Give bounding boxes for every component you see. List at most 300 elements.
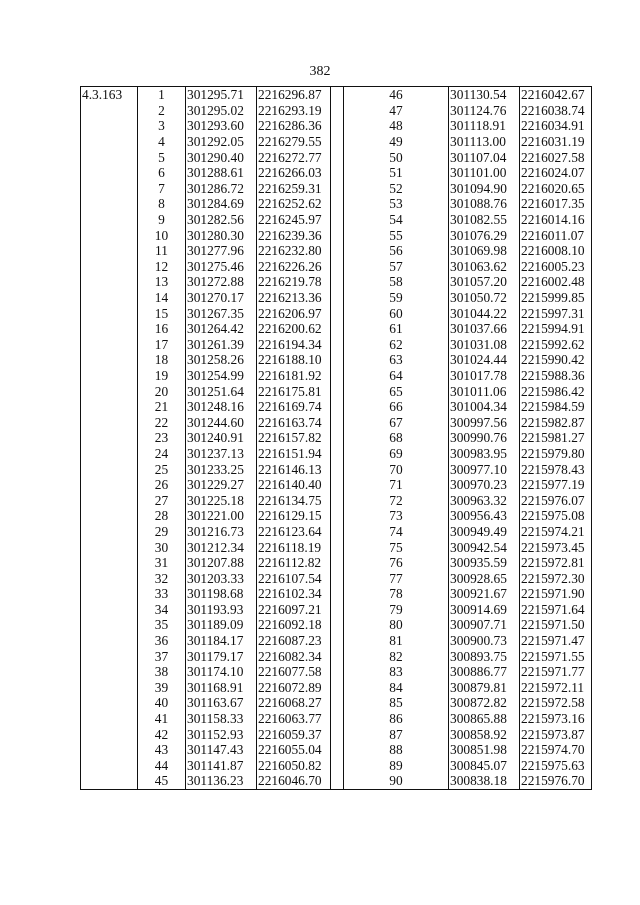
- y-coordinate: 2216059.37: [257, 726, 331, 742]
- spacer-cell: [331, 508, 344, 524]
- section-cell: [81, 524, 138, 540]
- y-coordinate: 2215971.55: [520, 648, 592, 664]
- x-coordinate: 300983.95: [449, 446, 520, 462]
- x-coordinate: 301193.93: [186, 602, 257, 618]
- section-cell: [81, 446, 138, 462]
- point-number: 68: [344, 430, 449, 446]
- x-coordinate: 301076.29: [449, 227, 520, 243]
- point-number: 10: [138, 227, 186, 243]
- point-number: 33: [138, 586, 186, 602]
- y-coordinate: 2216194.34: [257, 337, 331, 353]
- x-coordinate: 301082.55: [449, 212, 520, 228]
- x-coordinate: 301267.35: [186, 305, 257, 321]
- y-coordinate: 2215986.42: [520, 383, 592, 399]
- section-cell: [81, 227, 138, 243]
- y-coordinate: 2216259.31: [257, 181, 331, 197]
- point-number: 39: [138, 680, 186, 696]
- section-cell: [81, 758, 138, 774]
- x-coordinate: 301017.78: [449, 368, 520, 384]
- x-coordinate: 301124.76: [449, 103, 520, 119]
- x-coordinate: 300997.56: [449, 414, 520, 430]
- x-coordinate: 301024.44: [449, 352, 520, 368]
- point-number: 57: [344, 259, 449, 275]
- section-cell: [81, 305, 138, 321]
- section-cell: [81, 243, 138, 259]
- table-row: [81, 399, 592, 415]
- point-number: 18: [138, 352, 186, 368]
- coordinate-table: [80, 86, 592, 790]
- x-coordinate: 301031.08: [449, 337, 520, 353]
- point-number: 40: [138, 695, 186, 711]
- section-cell: [81, 648, 138, 664]
- y-coordinate: 2215971.47: [520, 633, 592, 649]
- y-coordinate: 2216034.91: [520, 118, 592, 134]
- y-coordinate: 2216082.34: [257, 648, 331, 664]
- table-row: [81, 758, 592, 774]
- spacer-cell: [331, 118, 344, 134]
- point-number: 15: [138, 305, 186, 321]
- section-cell: [81, 290, 138, 306]
- point-number: 72: [344, 492, 449, 508]
- x-coordinate: 300893.75: [449, 648, 520, 664]
- section-cell: [81, 539, 138, 555]
- spacer-cell: [331, 648, 344, 664]
- point-number: 55: [344, 227, 449, 243]
- y-coordinate: 2216169.74: [257, 399, 331, 415]
- point-number: 17: [138, 337, 186, 353]
- spacer-cell: [331, 430, 344, 446]
- point-number: 58: [344, 274, 449, 290]
- table-row: [81, 134, 592, 150]
- y-coordinate: 2215971.90: [520, 586, 592, 602]
- section-cell: [81, 711, 138, 727]
- x-coordinate: 301088.76: [449, 196, 520, 212]
- x-coordinate: 301063.62: [449, 259, 520, 275]
- point-number: 63: [344, 352, 449, 368]
- x-coordinate: 301261.39: [186, 337, 257, 353]
- y-coordinate: 2215972.58: [520, 695, 592, 711]
- y-coordinate: 2216134.75: [257, 492, 331, 508]
- table-row: [81, 664, 592, 680]
- y-coordinate: 2216055.04: [257, 742, 331, 758]
- spacer-cell: [331, 664, 344, 680]
- table-row: [81, 103, 592, 119]
- point-number: 62: [344, 337, 449, 353]
- x-coordinate: 301107.04: [449, 149, 520, 165]
- y-coordinate: 2215973.16: [520, 711, 592, 727]
- x-coordinate: 301292.05: [186, 134, 257, 150]
- point-number: 86: [344, 711, 449, 727]
- spacer-cell: [331, 134, 344, 150]
- point-number: 56: [344, 243, 449, 259]
- x-coordinate: 300865.88: [449, 711, 520, 727]
- spacer-cell: [331, 617, 344, 633]
- x-coordinate: 301203.33: [186, 570, 257, 586]
- section-cell: [81, 337, 138, 353]
- table-row: [81, 742, 592, 758]
- section-cell: [81, 555, 138, 571]
- table-row: [81, 430, 592, 446]
- spacer-cell: [331, 383, 344, 399]
- point-number: 61: [344, 321, 449, 337]
- point-number: 38: [138, 664, 186, 680]
- point-number: 78: [344, 586, 449, 602]
- y-coordinate: 2216252.62: [257, 196, 331, 212]
- table-row: [81, 352, 592, 368]
- point-number: 79: [344, 602, 449, 618]
- point-number: 80: [344, 617, 449, 633]
- point-number: 11: [138, 243, 186, 259]
- y-coordinate: 2215994.91: [520, 321, 592, 337]
- y-coordinate: 2216206.97: [257, 305, 331, 321]
- y-coordinate: 2215977.19: [520, 477, 592, 493]
- spacer-cell: [331, 103, 344, 119]
- y-coordinate: 2216002.48: [520, 274, 592, 290]
- point-number: 36: [138, 633, 186, 649]
- spacer-cell: [331, 259, 344, 275]
- x-coordinate: 301207.88: [186, 555, 257, 571]
- y-coordinate: 2216008.10: [520, 243, 592, 259]
- y-coordinate: 2216123.64: [257, 524, 331, 540]
- x-coordinate: 300942.54: [449, 539, 520, 555]
- section-number: 4.3.163: [81, 87, 138, 103]
- x-coordinate: 301295.02: [186, 103, 257, 119]
- y-coordinate: 2216232.80: [257, 243, 331, 259]
- point-number: 2: [138, 103, 186, 119]
- section-cell: [81, 586, 138, 602]
- x-coordinate: 300886.77: [449, 664, 520, 680]
- y-coordinate: 2216068.27: [257, 695, 331, 711]
- y-coordinate: 2216027.58: [520, 149, 592, 165]
- point-number: 41: [138, 711, 186, 727]
- table-row: [81, 118, 592, 134]
- y-coordinate: 2216024.07: [520, 165, 592, 181]
- point-number: 83: [344, 664, 449, 680]
- point-number: 6: [138, 165, 186, 181]
- x-coordinate: 301240.91: [186, 430, 257, 446]
- x-coordinate: 300949.49: [449, 524, 520, 540]
- y-coordinate: 2216011.07: [520, 227, 592, 243]
- x-coordinate: 301216.73: [186, 524, 257, 540]
- point-number: 50: [344, 149, 449, 165]
- point-number: 28: [138, 508, 186, 524]
- y-coordinate: 2216219.78: [257, 274, 331, 290]
- point-number: 42: [138, 726, 186, 742]
- y-coordinate: 2216031.19: [520, 134, 592, 150]
- point-number: 69: [344, 446, 449, 462]
- point-number: 26: [138, 477, 186, 493]
- point-number: 31: [138, 555, 186, 571]
- point-number: 53: [344, 196, 449, 212]
- x-coordinate: 300914.69: [449, 602, 520, 618]
- y-coordinate: 2216296.87: [257, 87, 331, 103]
- table-row: [81, 305, 592, 321]
- x-coordinate: 301290.40: [186, 149, 257, 165]
- section-cell: [81, 664, 138, 680]
- spacer-cell: [331, 524, 344, 540]
- table-row: [81, 586, 592, 602]
- y-coordinate: 2216050.82: [257, 758, 331, 774]
- spacer-cell: [331, 539, 344, 555]
- y-coordinate: 2216017.35: [520, 196, 592, 212]
- point-number: 4: [138, 134, 186, 150]
- point-number: 73: [344, 508, 449, 524]
- table-row: [81, 617, 592, 633]
- table-row: [81, 711, 592, 727]
- table-row: [81, 149, 592, 165]
- section-cell: [81, 259, 138, 275]
- x-coordinate: 300928.65: [449, 570, 520, 586]
- point-number: 77: [344, 570, 449, 586]
- x-coordinate: 301037.66: [449, 321, 520, 337]
- y-coordinate: 2215976.70: [520, 773, 592, 789]
- spacer-cell: [331, 726, 344, 742]
- x-coordinate: 301011.06: [449, 383, 520, 399]
- table-row: [81, 383, 592, 399]
- x-coordinate: 301272.88: [186, 274, 257, 290]
- x-coordinate: 300963.32: [449, 492, 520, 508]
- point-number: 30: [138, 539, 186, 555]
- spacer-cell: [331, 368, 344, 384]
- point-number: 9: [138, 212, 186, 228]
- x-coordinate: 301198.68: [186, 586, 257, 602]
- point-number: 47: [344, 103, 449, 119]
- y-coordinate: 2216014.16: [520, 212, 592, 228]
- y-coordinate: 2216020.65: [520, 181, 592, 197]
- point-number: 16: [138, 321, 186, 337]
- spacer-cell: [331, 181, 344, 197]
- point-number: 20: [138, 383, 186, 399]
- table-row: [81, 290, 592, 306]
- section-cell: [81, 165, 138, 181]
- y-coordinate: 2215979.80: [520, 446, 592, 462]
- y-coordinate: 2215973.87: [520, 726, 592, 742]
- point-number: 21: [138, 399, 186, 415]
- section-cell: [81, 118, 138, 134]
- y-coordinate: 2216005.23: [520, 259, 592, 275]
- y-coordinate: 2216046.70: [257, 773, 331, 789]
- y-coordinate: 2215978.43: [520, 461, 592, 477]
- section-cell: [81, 461, 138, 477]
- table-row: [81, 165, 592, 181]
- table-row: [81, 648, 592, 664]
- spacer-cell: [331, 212, 344, 228]
- point-number: 70: [344, 461, 449, 477]
- spacer-cell: [331, 399, 344, 415]
- section-cell: [81, 492, 138, 508]
- spacer-cell: [331, 87, 344, 103]
- point-number: 52: [344, 181, 449, 197]
- section-cell: [81, 196, 138, 212]
- y-coordinate: 2216072.89: [257, 680, 331, 696]
- section-cell: [81, 321, 138, 337]
- spacer-cell: [331, 352, 344, 368]
- section-cell: [81, 149, 138, 165]
- point-number: 64: [344, 368, 449, 384]
- spacer-cell: [331, 742, 344, 758]
- point-number: 24: [138, 446, 186, 462]
- point-number: 59: [344, 290, 449, 306]
- spacer-cell: [331, 290, 344, 306]
- x-coordinate: 301225.18: [186, 492, 257, 508]
- x-coordinate: 301270.17: [186, 290, 257, 306]
- x-coordinate: 301152.93: [186, 726, 257, 742]
- section-cell: [81, 477, 138, 493]
- point-number: 25: [138, 461, 186, 477]
- y-coordinate: 2215971.64: [520, 602, 592, 618]
- x-coordinate: 301295.71: [186, 87, 257, 103]
- y-coordinate: 2215990.42: [520, 352, 592, 368]
- x-coordinate: 301163.67: [186, 695, 257, 711]
- x-coordinate: 301251.64: [186, 383, 257, 399]
- x-coordinate: 300845.07: [449, 758, 520, 774]
- point-number: 29: [138, 524, 186, 540]
- spacer-cell: [331, 492, 344, 508]
- x-coordinate: 301174.10: [186, 664, 257, 680]
- x-coordinate: 301280.30: [186, 227, 257, 243]
- spacer-cell: [331, 414, 344, 430]
- y-coordinate: 2215981.27: [520, 430, 592, 446]
- y-coordinate: 2215971.77: [520, 664, 592, 680]
- y-coordinate: 2216087.23: [257, 633, 331, 649]
- point-number: 1: [138, 87, 186, 103]
- y-coordinate: 2216146.13: [257, 461, 331, 477]
- point-number: 76: [344, 555, 449, 571]
- x-coordinate: 300977.10: [449, 461, 520, 477]
- x-coordinate: 301057.20: [449, 274, 520, 290]
- point-number: 23: [138, 430, 186, 446]
- table-row: [81, 87, 592, 103]
- y-coordinate: 2216118.19: [257, 539, 331, 555]
- y-coordinate: 2215972.30: [520, 570, 592, 586]
- point-number: 8: [138, 196, 186, 212]
- x-coordinate: 301147.43: [186, 742, 257, 758]
- section-cell: [81, 726, 138, 742]
- spacer-cell: [331, 446, 344, 462]
- x-coordinate: 301044.22: [449, 305, 520, 321]
- y-coordinate: 2216286.36: [257, 118, 331, 134]
- point-number: 90: [344, 773, 449, 789]
- point-number: 60: [344, 305, 449, 321]
- section-cell: [81, 399, 138, 415]
- spacer-cell: [331, 337, 344, 353]
- table-row: [81, 337, 592, 353]
- point-number: 65: [344, 383, 449, 399]
- y-coordinate: 2215988.36: [520, 368, 592, 384]
- y-coordinate: 2216163.74: [257, 414, 331, 430]
- x-coordinate: 300858.92: [449, 726, 520, 742]
- x-coordinate: 301069.98: [449, 243, 520, 259]
- point-number: 37: [138, 648, 186, 664]
- table-row: [81, 773, 592, 789]
- x-coordinate: 301141.87: [186, 758, 257, 774]
- y-coordinate: 2216226.26: [257, 259, 331, 275]
- x-coordinate: 301237.13: [186, 446, 257, 462]
- x-coordinate: 301233.25: [186, 461, 257, 477]
- y-coordinate: 2216092.18: [257, 617, 331, 633]
- table-row: [81, 695, 592, 711]
- point-number: 74: [344, 524, 449, 540]
- y-coordinate: 2216097.21: [257, 602, 331, 618]
- y-coordinate: 2215975.63: [520, 758, 592, 774]
- x-coordinate: 301284.69: [186, 196, 257, 212]
- x-coordinate: 301158.33: [186, 711, 257, 727]
- spacer-cell: [331, 570, 344, 586]
- spacer-cell: [331, 680, 344, 696]
- table-row: [81, 212, 592, 228]
- table-row: [81, 680, 592, 696]
- y-coordinate: 2216213.36: [257, 290, 331, 306]
- y-coordinate: 2216140.40: [257, 477, 331, 493]
- spacer-cell: [331, 695, 344, 711]
- table-row: [81, 196, 592, 212]
- table-row: [81, 602, 592, 618]
- section-cell: [81, 352, 138, 368]
- point-number: 22: [138, 414, 186, 430]
- point-number: 49: [344, 134, 449, 150]
- table-row: [81, 181, 592, 197]
- y-coordinate: 2216175.81: [257, 383, 331, 399]
- x-coordinate: 301282.56: [186, 212, 257, 228]
- section-cell: [81, 383, 138, 399]
- point-number: 19: [138, 368, 186, 384]
- point-number: 89: [344, 758, 449, 774]
- spacer-cell: [331, 586, 344, 602]
- x-coordinate: 300879.81: [449, 680, 520, 696]
- point-number: 34: [138, 602, 186, 618]
- x-coordinate: 301184.17: [186, 633, 257, 649]
- table-row: [81, 321, 592, 337]
- section-cell: [81, 274, 138, 290]
- y-coordinate: 2216038.74: [520, 103, 592, 119]
- y-coordinate: 2216245.97: [257, 212, 331, 228]
- table-row: [81, 243, 592, 259]
- x-coordinate: 301113.00: [449, 134, 520, 150]
- spacer-cell: [331, 321, 344, 337]
- x-coordinate: 301179.17: [186, 648, 257, 664]
- y-coordinate: 2215975.08: [520, 508, 592, 524]
- x-coordinate: 301258.26: [186, 352, 257, 368]
- section-cell: [81, 368, 138, 384]
- x-coordinate: 301221.00: [186, 508, 257, 524]
- y-coordinate: 2215972.11: [520, 680, 592, 696]
- y-coordinate: 2215992.62: [520, 337, 592, 353]
- point-number: 3: [138, 118, 186, 134]
- section-cell: [81, 695, 138, 711]
- y-coordinate: 2216063.77: [257, 711, 331, 727]
- section-cell: [81, 742, 138, 758]
- y-coordinate: 2215976.07: [520, 492, 592, 508]
- x-coordinate: 301118.91: [449, 118, 520, 134]
- section-cell: [81, 602, 138, 618]
- y-coordinate: 2216279.55: [257, 134, 331, 150]
- spacer-cell: [331, 461, 344, 477]
- x-coordinate: 301229.27: [186, 477, 257, 493]
- y-coordinate: 2215999.85: [520, 290, 592, 306]
- point-number: 84: [344, 680, 449, 696]
- table-row: [81, 274, 592, 290]
- y-coordinate: 2215984.59: [520, 399, 592, 415]
- section-cell: [81, 181, 138, 197]
- x-coordinate: 301101.00: [449, 165, 520, 181]
- y-coordinate: 2216181.92: [257, 368, 331, 384]
- table-row: [81, 368, 592, 384]
- table-row: [81, 492, 592, 508]
- spacer-cell: [331, 711, 344, 727]
- y-coordinate: 2216112.82: [257, 555, 331, 571]
- point-number: 43: [138, 742, 186, 758]
- y-coordinate: 2216239.36: [257, 227, 331, 243]
